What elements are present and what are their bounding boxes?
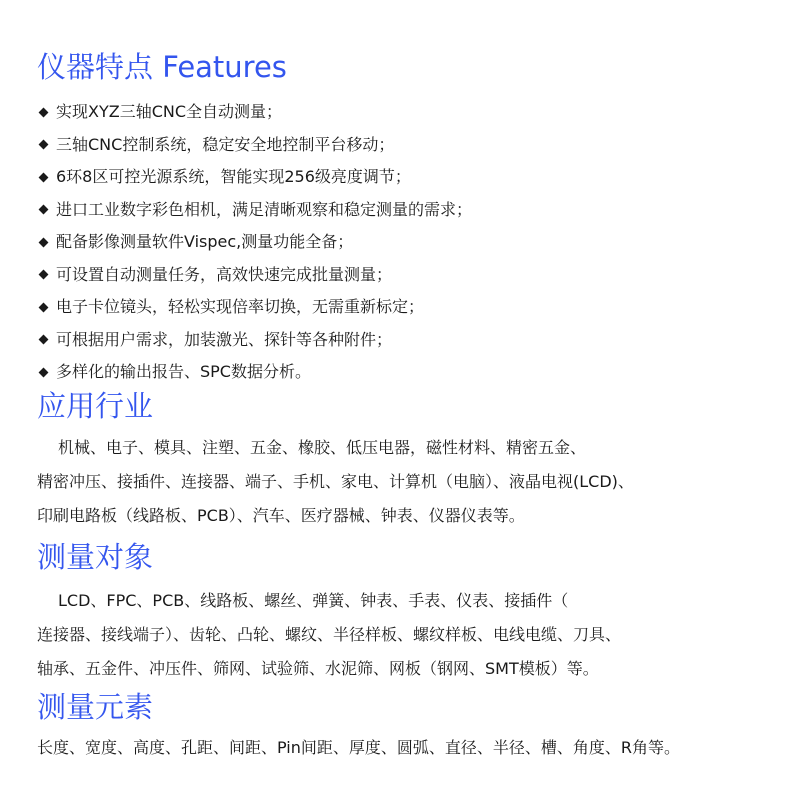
- feature-item: [38, 356, 472, 389]
- diamond-bullet-icon: [39, 302, 49, 312]
- elements-paragraph: [37, 731, 680, 765]
- diamond-bullet-icon: [39, 140, 49, 150]
- feature-text: 可根据用户需求，加装激光、探针等各种附件；: [56, 329, 393, 349]
- industries-paragraph: [37, 431, 634, 533]
- industries-heading: 应用行业: [37, 389, 154, 423]
- industries-line: 机械、电子、模具、注塑、五金、橡胶、低压电器，磁性材料、精密五金、: [58, 438, 587, 457]
- feature-text: 实现XYZ三轴CNC全自动测量；: [56, 102, 283, 121]
- diamond-bullet-icon: [39, 107, 49, 117]
- feature-text: 多样化的输出报告、SPC数据分析。: [56, 362, 311, 381]
- feature-item: [38, 324, 472, 357]
- feature-text: 电子卡位镜头，轻松实现倍率切换，无需重新标定；: [56, 297, 425, 316]
- feature-item: [38, 194, 472, 227]
- elements-heading: 测量元素: [37, 690, 154, 724]
- diamond-bullet-icon: [39, 237, 49, 247]
- feature-item: [38, 129, 472, 162]
- objects-line: 轴承、五金件、冲压件、筛网、试验筛、水泥筛、网板（钢网、SMT模板）等。: [37, 659, 599, 678]
- feature-item: [38, 96, 472, 129]
- feature-item: [38, 291, 472, 324]
- diamond-bullet-icon: [39, 367, 49, 377]
- feature-item: [38, 161, 472, 194]
- objects-heading: 测量对象: [37, 540, 154, 574]
- objects-line: 连接器、接线端子）、齿轮、凸轮、螺纹、半径样板、螺纹样板、电线电缆、刀具、: [37, 625, 622, 644]
- feature-text: 配备影像测量软件Vispec,测量功能全备；: [56, 232, 354, 251]
- feature-item: [38, 259, 472, 292]
- features-list: [38, 96, 472, 389]
- objects-line: LCD、FPC、PCB、线路板、螺丝、弹簧、钟表、手表、仪表、接插件（: [58, 591, 569, 610]
- objects-paragraph: [37, 584, 621, 686]
- diamond-bullet-icon: [39, 172, 49, 182]
- feature-item: [38, 226, 472, 259]
- diamond-bullet-icon: [39, 270, 49, 280]
- diamond-bullet-icon: [39, 205, 49, 215]
- industries-line: 印刷电路板（线路板、PCB）、汽车、医疗器械、钟表、仪器仪表等。: [37, 506, 525, 525]
- feature-text: 三轴CNC控制系统，稳定安全地控制平台移动；: [56, 134, 395, 154]
- industries-line: 精密冲压、接插件、连接器、端子、手机、家电、计算机（电脑）、液晶电视(LCD)、: [37, 472, 634, 491]
- features-heading: 仪器特点 Features: [37, 50, 287, 84]
- feature-text: 6环8区可控光源系统，智能实现256级亮度调节；: [56, 167, 411, 186]
- elements-line: 长度、宽度、高度、孔距、间距、Pin间距、厚度、圆弧、直径、半径、槽、角度、R角等。: [37, 738, 681, 757]
- feature-text: 进口工业数字彩色相机，满足清晰观察和稳定测量的需求；: [56, 199, 473, 219]
- diamond-bullet-icon: [39, 335, 49, 345]
- feature-text: 可设置自动测量任务，高效快速完成批量测量；: [56, 264, 393, 284]
